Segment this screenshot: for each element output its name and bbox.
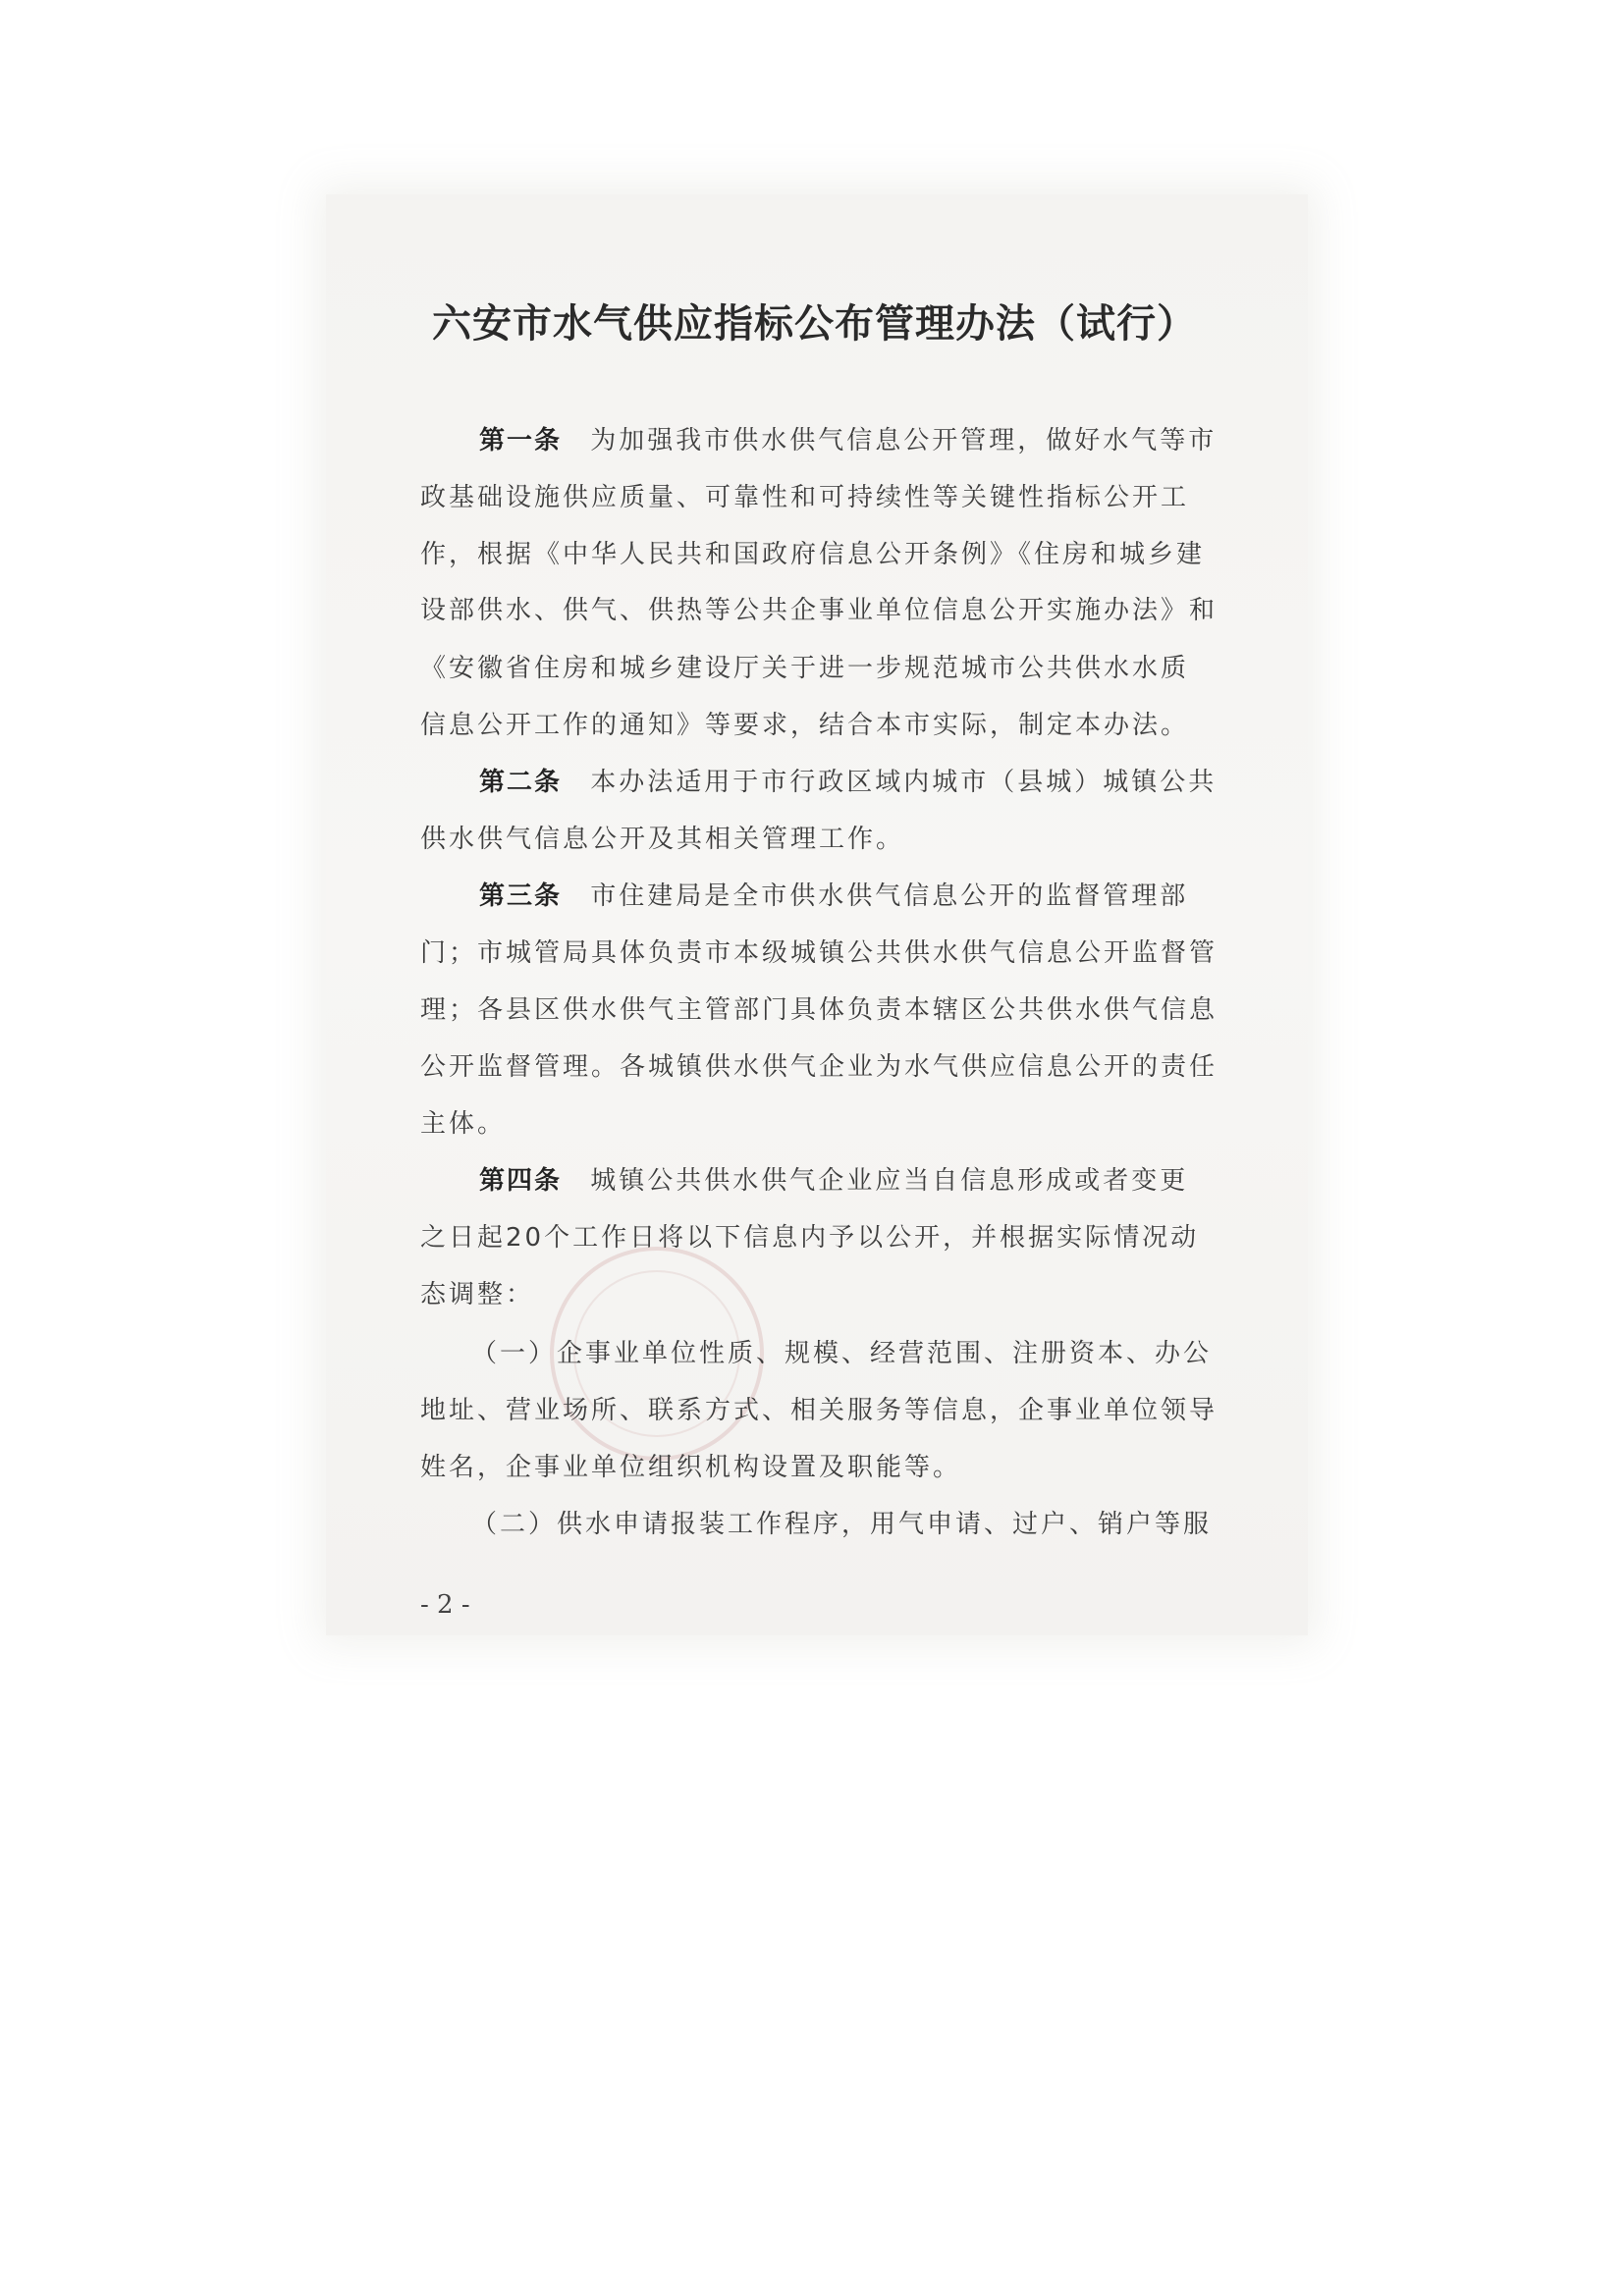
document-title: 六安市水气供应指标公布管理办法（试行）: [432, 300, 1197, 347]
item-1-line-2: 地址、营业场所、联系方式、相关服务等信息，企事业单位领导: [420, 1396, 1218, 1425]
article-3-line-1: [479, 876, 1188, 912]
article-1-line-4: 设部供水、供气、供热等公共企事业单位信息公开实施办法》和: [420, 596, 1218, 625]
article-4-label: 第四条: [479, 1166, 563, 1196]
article-3-line-4: 公开监督管理。各城镇供水供气企业为水气供应信息公开的责任: [420, 1052, 1218, 1082]
article-1-line-5: 《安徽省住房和城乡建设厅关于进一步规范城市公共供水水质: [420, 654, 1190, 683]
article-3-line-2: 门；市城管局具体负责市本级城镇公共供水供气信息公开监督管: [420, 938, 1218, 968]
article-4-text: 城镇公共供水供气企业应当自信息形成或者变更: [590, 1166, 1189, 1196]
article-2-line-1: [479, 762, 1217, 798]
article-1-line-3: 作，根据《中华人民共和国政府信息公开条例》《住房和城乡建: [420, 540, 1206, 569]
article-3-label: 第三条: [479, 881, 563, 911]
item-1-line-3: 姓名，企事业单位组织机构设置及职能等。: [420, 1453, 962, 1482]
article-4-line-2: 之日起20个工作日将以下信息内予以公开，并根据实际情况动: [420, 1223, 1200, 1253]
item-2-line-1: （二）供水申请报装工作程序，用气申请、过户、销户等服: [471, 1510, 1213, 1539]
article-3-line-5: 主体。: [420, 1109, 507, 1139]
article-1-line-6: 信息公开工作的通知》等要求，结合本市实际，制定本办法。: [420, 711, 1190, 740]
article-2-line-2: 供水供气信息公开及其相关管理工作。: [420, 825, 905, 854]
article-4-line-1: [479, 1160, 1188, 1197]
article-1-line-1: [479, 420, 1217, 456]
article-3-text: 市住建局是全市供水供气信息公开的监督管理部: [590, 881, 1189, 911]
article-2-text: 本办法适用于市行政区域内城市（县城）城镇公共: [590, 768, 1218, 797]
article-1-text: 为加强我市供水供气信息公开管理，做好水气等市: [590, 426, 1218, 455]
article-2-label: 第二条: [479, 768, 563, 797]
item-1-line-1: （一）企事业单位性质、规模、经营范围、注册资本、办公: [471, 1339, 1213, 1368]
article-4-line-3: 态调整：: [420, 1280, 535, 1309]
article-1-label: 第一条: [479, 426, 563, 455]
article-3-line-3: 理；各县区供水供气主管部门具体负责本辖区公共供水供气信息: [420, 995, 1218, 1025]
article-1-line-2: 政基础设施供应质量、可靠性和可持续性等关键性指标公开工: [420, 483, 1190, 512]
page-number: - 2 -: [420, 1590, 470, 1620]
